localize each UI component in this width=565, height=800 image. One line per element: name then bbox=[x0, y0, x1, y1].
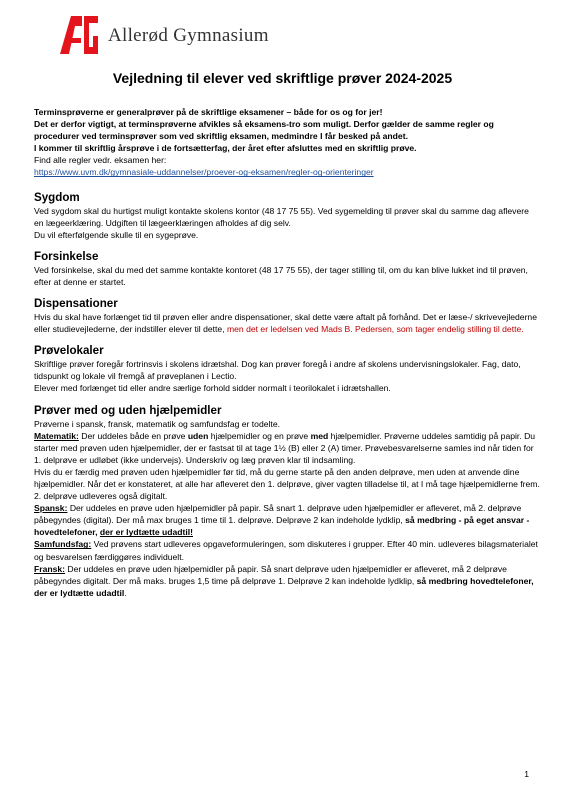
heading-sygdom: Sygdom bbox=[34, 190, 80, 204]
fransk-text-c: . bbox=[124, 587, 127, 598]
page-number: 1 bbox=[524, 769, 529, 779]
section-provelokaler bbox=[34, 344, 540, 394]
document-title: Vejledning til elever ved skriftlige prøver 2024-2025 bbox=[112, 70, 453, 86]
ag-logo-icon bbox=[58, 14, 100, 54]
intro-line-3: I kommer til skriftlig årsprøve i de fortsætterfag, der året efter afsluttes med en skriftlig prøve. bbox=[34, 143, 417, 154]
heading-dispensationer: Dispensationer bbox=[34, 297, 118, 311]
matematik-paragraph bbox=[34, 430, 540, 466]
dispensationer-text-red: men det er ledelsen ved Mads B. Pedersen, som tager endelig stilling til dette. bbox=[226, 324, 524, 335]
matematik-text-b: hjælpemidler og en prøve bbox=[208, 430, 311, 441]
heading-hjaelpemidler: Prøver med og uden hjælpemidler bbox=[34, 403, 222, 417]
provelokaler-text-1: Skriftlige prøver foregår fortrinsvis i skolens idrætshal. Dog kan prøver foregå i andre af skolens undervisningslokaler. Fag, dato, tidspunkt og lokale vil fremgå af prøveplanen i Lectio. bbox=[34, 359, 521, 382]
school-logo bbox=[58, 14, 269, 54]
document-body bbox=[34, 106, 540, 599]
matematik-text-a: Der uddeles både en prøve bbox=[78, 430, 188, 441]
matematik-label: Matematik: bbox=[34, 430, 79, 441]
section-sygdom bbox=[34, 191, 540, 241]
intro-section bbox=[34, 106, 540, 179]
matematik-text-d: Hvis du er færdig med prøven uden hjælpemidler før tid, må du gerne starte på den anden delprøve, men uden at anvende dine hjælpemidler. Når det er konstateret, at alle har afleveret den 1. delprøve, giver vagten tilladelse til, at I må tage hjælpemidlerne frem. 2. delprøve udleveres også digitalt. bbox=[34, 466, 540, 502]
matematik-uden: uden bbox=[187, 430, 209, 441]
sygdom-text-1: Ved sygdom skal du hurtigst muligt kontakte skolens kontor (48 17 75 55). Ved sygemelding til prøver skal du samme dag aflevere en lægeerklæring. Udgiften til lægeerklæringen afholdes af dig selv. bbox=[34, 205, 529, 228]
spansk-text-a: Der uddeles en prøve uden hjælpemidler på papir. Så snart 1. delprøve uden hjælpemidler er afleveret, må 2. delprøve påbegyndes (digital). Der må max bruges 1 time til 1. delprøve. Delprøve 2 kan indeholde lydklip, bbox=[34, 503, 522, 526]
provelokaler-text-2: Elever med forlænget tid eller andre særlige forhold sidder normalt i teorilokalet i idrætshallen. bbox=[34, 383, 391, 394]
spansk-label: Spansk: bbox=[34, 503, 68, 514]
fransk-text-b: så medbring hovedtelefoner, der er lydtætte udadtil bbox=[34, 575, 534, 598]
samfundsfag-label: Samfundsfag: bbox=[34, 539, 92, 550]
matematik-text-c: hjælpemidler. Prøverne uddeles samtidig på papir. Du starter med prøven uden hjælpemidler, der er fastsat til at tage 1½ (B) eller 2 (A) timer. Prøvebesvarelserne samles ind når tiden for 1. delprøve er udløbet (ikke undervejs). Underskriv og læg prøven klar til indsamling. bbox=[34, 430, 536, 465]
fransk-text-a: Der uddeles en prøve uden hjælpemidler på papir. Så snart delprøve uden hjælpemidler er afleveret, må 2 delprøve påbegyndes digitalt. Der må maks. bruges 1,5 time på delprøve 1. Delprøve 2 kan indeholde lydklip, bbox=[34, 563, 507, 586]
intro-line-2: Det er derfor vigtigt, at terminsprøverne afvikles så eksamens-tro som muligt. Derfor gælder de samme regler og procedurer ved terminsprøver som ved skriftlig eksamen, medmindre I får besked på andet. bbox=[34, 119, 494, 142]
sygdom-text-2: Du vil efterfølgende skulle til en sygeprøve. bbox=[34, 229, 199, 240]
school-name: Allerød Gymnasium bbox=[108, 25, 269, 46]
hjaelpemidler-intro: Prøverne i spansk, fransk, matematik og samfundsfag er todelte. bbox=[34, 418, 280, 429]
spansk-text-b: så medbring - på eget ansvar - hovedtelefoner, bbox=[34, 515, 530, 538]
intro-line-4: Find alle regler vedr. eksamen her: bbox=[34, 155, 167, 166]
fransk-label: Fransk: bbox=[34, 563, 66, 574]
intro-line-1: Terminsprøverne er generalprøver på de skriftlige eksamener – både for os og for jer! bbox=[34, 107, 383, 117]
fransk-paragraph bbox=[34, 563, 540, 599]
forsinkelse-text: Ved forsinkelse, skal du med det samme kontakte kontoret (48 17 75 55), der tager stilling til, om du kan blive lukket ind til prøven, efter at denne er startet. bbox=[34, 264, 528, 287]
matematik-med: med bbox=[310, 430, 329, 441]
section-dispensationer bbox=[34, 297, 540, 335]
section-hjaelpemidler bbox=[34, 404, 540, 599]
spansk-text-c: der er lydtætte udadtil! bbox=[99, 527, 194, 538]
spansk-paragraph bbox=[34, 502, 540, 538]
section-forsinkelse bbox=[34, 250, 540, 288]
regulations-link[interactable]: https://www.uvm.dk/gymnasiale-uddannelser/proever-og-eksamen/regler-og-orienteringer bbox=[34, 167, 374, 178]
heading-forsinkelse: Forsinkelse bbox=[34, 249, 99, 263]
dispensationer-text-main: Hvis du skal have forlænget tid til prøven eller andre dispensationer, skal dette være aftalt på forhånd. Det er læse-/ skrivevejlederne eller studievejlederne, der indstiller elever til dette, bbox=[34, 312, 537, 335]
dispensationer-text bbox=[34, 311, 540, 335]
samfundsfag-text: Ved prøvens start udleveres opgaveformuleringen, som diskuteres i grupper. Efter 40 min. udleveres bilagsmaterialet og besvarelsen færdiggøres individuelt. bbox=[34, 539, 538, 562]
heading-provelokaler: Prøvelokaler bbox=[34, 344, 104, 358]
samfundsfag-paragraph bbox=[34, 538, 540, 562]
